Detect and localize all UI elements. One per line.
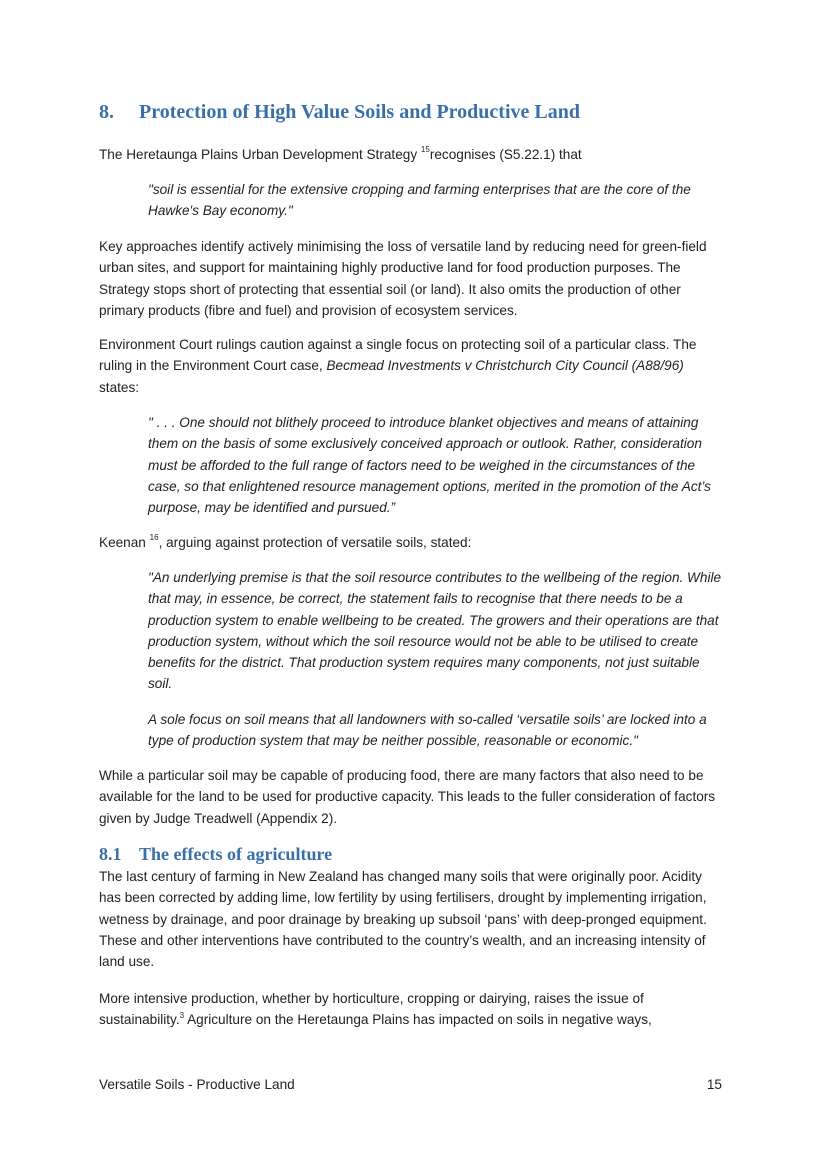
subsection-heading [99,844,332,865]
quote-court-ruling: " . . . One should not blithely proceed to introduce blanket objectives and means of attaining them on the basis of some exclusively conceived approach or outlook. Rather, consideration must be afforded to the full range of factors need to be weighed in the circumstances of the case, so that enlightened resource management options, merited in the promotion of the Act’s purpose, may be identified and pursued.” [148,415,711,516]
footnote-ref-15: 15 [420,145,430,155]
footer-title: Versatile Soils - Productive Land [99,1077,295,1092]
paragraph-text: recognises (S5.22.1) that [429,147,582,162]
quote-keenan-premise: "An underlying premise is that the soil resource contributes to the wellbeing of the region. While that may, in essence, be correct, the statement fails to recognise that there needs to be a production system to enable wellbeing to be created. The growers and their operations are that production system, without which the soil resource would not be able to be utilised to create benefits for the district. That production system requires many components, not just suitable soil. [148,570,722,692]
paragraph-environment-court [99,334,724,398]
section-title: Protection of High Value Soils and Productive Land [139,101,580,123]
paragraph-intensive-production [99,988,724,1031]
paragraph-text: The Heretaunga Plains Urban Development Strategy [99,147,421,162]
paragraph-key-approaches: Key approaches identify actively minimising the loss of versatile land by reducing need for green-field urban sites, and support for maintaining highly productive land for food production purposes. The Strategy stops short of protecting that essential soil (or land). It also omits the production of other primary products (fibre and fuel) and provision of ecosystem services. [99,239,707,318]
section-number: 8. [99,101,114,123]
section-heading [99,101,580,124]
footnote-ref-3: 3 [179,1010,185,1020]
paragraph-text: Agriculture on the Heretaunga Plains has impacted on soils in negative ways, [184,1012,652,1028]
paragraph-text: Environment Court rulings caution against a single focus on protecting soil of a particular class. The ruling in the Environment Court case, [99,337,697,374]
subsection-title: The effects of agriculture [139,844,333,864]
subsection-number: 8.1 [99,844,122,864]
quote-keenan-focus: A sole focus on soil means that all landowners with so-called ‘versatile soils’ are locked into a type of production system that may be neither possible, reasonable or economic." [148,712,707,749]
case-citation: Becmead Investments v Christchurch City Council (A88/96) [326,358,684,374]
paragraph-text: , arguing against protection of versatile soils, stated: [158,535,472,550]
footnote-ref-16: 16 [149,533,159,543]
paragraph-keenan [99,532,724,553]
paragraph-text: More intensive production, whether by horticulture, cropping or dairying, raises the issue of sustainability. [99,991,644,1028]
paragraph-strategy [99,144,724,165]
page-number: 15 [706,1077,722,1092]
paragraph-farming-century: The last century of farming in New Zealand has changed many soils that were originally poor. Acidity has been corrected by adding lime, low fertility by using fertilisers, drought by implementing irrigation, wetness by drainage, and poor drainage by breaking up subsoil ‘pans’ with deep-pronged equipment. These and other interventions have contributed to the country’s wealth, and an increasing intensity of land use. [99,869,707,970]
paragraph-text: Keenan [99,535,150,550]
paragraph-text: states: [99,379,140,395]
paragraph-soil-capability: While a particular soil may be capable of producing food, there are many factors that also need to be available for the land to be used for productive capacity. This leads to the fuller consideration of factors given by Judge Treadwell (Appendix 2). [99,768,716,826]
quote-strategy: "soil is essential for the extensive cropping and farming enterprises that are the core of the Hawke's Bay economy." [148,182,691,219]
